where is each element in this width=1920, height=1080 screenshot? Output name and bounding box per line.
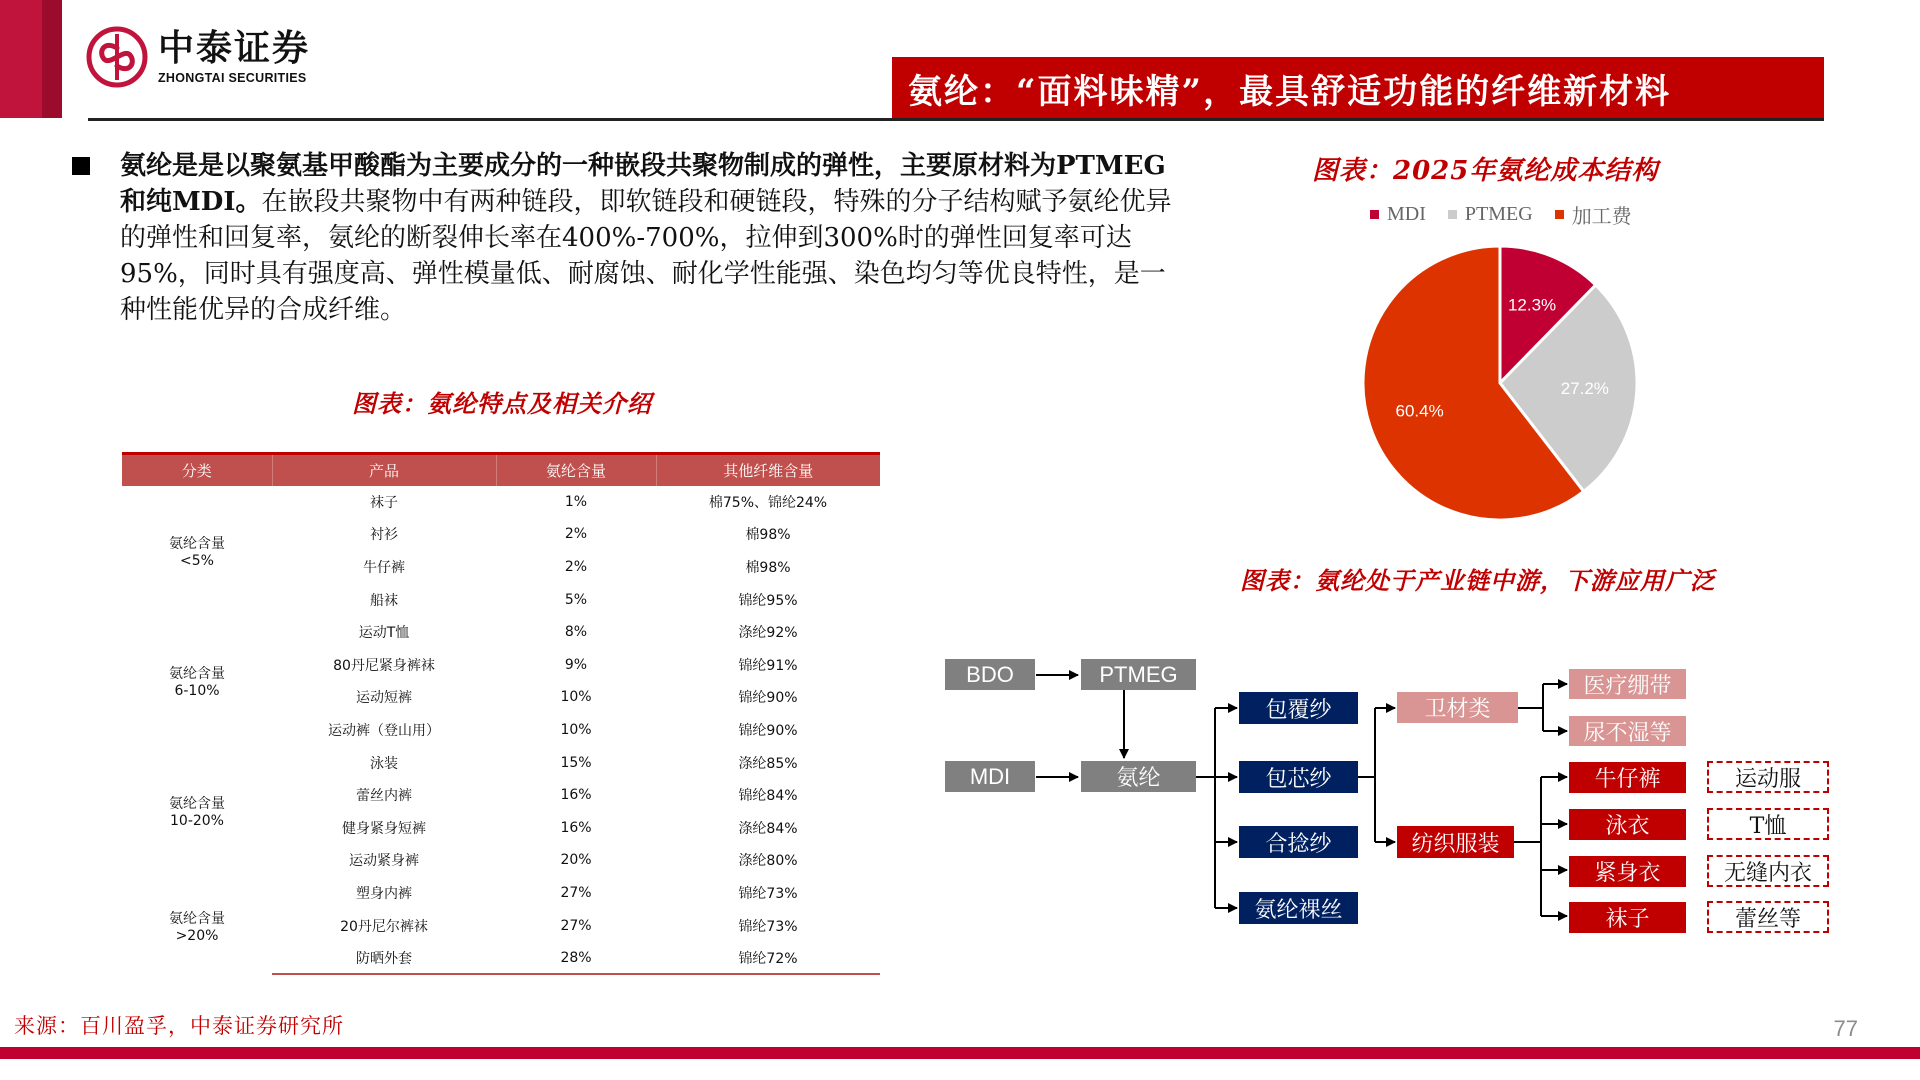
node-tshirt: T恤 — [1707, 808, 1829, 840]
legend-item-processing — [1555, 200, 1632, 229]
pie-chart-title: 图表：2025年氨纶成本结构 — [1312, 156, 1659, 186]
intro-body-text: 在嵌段共聚物中有两种链段，即软链段和硬链段，特殊的分子结构赋予氨纶优异的弹性和回复率，氨纶的断裂伸长率在400%-700%，拉伸到300%时的弹性回复率可达95%，同时具有强度高、弹性模量低、耐腐蚀、耐化学性能强、染色均匀等优良特性，是一种性能优异的合成纤维。 — [120, 187, 1172, 325]
intro-bold-text: 氨纶是是以聚氨基甲酸酯为主要成分的一种嵌段共聚物制成的弹性，主要原材料为PTMEG和纯MDI。 — [120, 151, 1166, 217]
node-plied-yarn: 合捻纱 — [1239, 826, 1358, 858]
product-cell: 运动紧身裤 — [349, 853, 419, 870]
table-row — [122, 877, 880, 910]
page-title: 氨纶：“面料味精”，最具舒适功能的纤维新材料 — [892, 57, 1824, 119]
other-fiber-cell: 锦纶84% — [738, 788, 798, 805]
product-cell: 袜子 — [370, 494, 398, 511]
node-seamless-underwear: 无缝内衣 — [1707, 855, 1829, 887]
spandex-cell: 27% — [560, 884, 592, 901]
header-product: 产品 — [272, 454, 496, 486]
node-sportswear: 运动服 — [1707, 761, 1829, 793]
category-label: 氨纶含量 — [169, 796, 225, 813]
other-fiber-cell: 涤纶85% — [738, 755, 798, 772]
node-mdi: MDI — [945, 761, 1035, 792]
spandex-cell: 5% — [564, 591, 588, 608]
node-core-spun-yarn: 包芯纱 — [1239, 761, 1358, 793]
spandex-cell: 1% — [564, 493, 588, 510]
other-fiber-cell: 锦纶72% — [656, 942, 880, 975]
category-cell — [122, 746, 272, 876]
product-cell: 健身紧身短裤 — [342, 820, 426, 837]
pie-legend — [1370, 200, 1632, 229]
node-tights: 紧身衣 — [1569, 856, 1686, 887]
zhongtai-logo-icon — [86, 26, 148, 88]
spandex-cell: 8% — [564, 624, 588, 641]
node-textile-apparel: 纺织服装 — [1397, 826, 1514, 858]
other-fiber-cell: 棉75%、锦纶24% — [708, 494, 828, 511]
node-socks: 袜子 — [1569, 902, 1686, 933]
category-label: 氨纶含量 — [169, 666, 225, 683]
logo-name-en: ZHONGTAI SECURITIES — [158, 71, 307, 85]
node-bdo: BDO — [945, 659, 1035, 690]
table-row — [122, 616, 880, 649]
node-covered-yarn: 包覆纱 — [1239, 692, 1358, 724]
other-fiber-cell: 锦纶95% — [738, 592, 798, 609]
pie-slice-label: 12.3% — [1507, 295, 1557, 315]
category-cell — [122, 877, 272, 975]
product-cell: 泳装 — [370, 755, 398, 772]
spandex-cell: 16% — [560, 819, 592, 836]
spandex-cell: 10% — [560, 721, 592, 738]
category-label: 氨纶含量 — [169, 910, 225, 927]
other-fiber-cell: 锦纶73% — [738, 885, 798, 902]
spandex-cell: 2% — [564, 526, 588, 543]
product-cell: 衬衫 — [370, 527, 398, 544]
spandex-cell: 2% — [564, 558, 588, 575]
spandex-cell: 20% — [560, 852, 592, 869]
logo-name-cn: 中泰证券 — [158, 28, 311, 69]
other-fiber-cell: 锦纶90% — [738, 690, 798, 707]
category-label: 氨纶含量 — [169, 535, 225, 552]
legend-label: MDI — [1387, 203, 1426, 225]
table-row — [122, 486, 880, 519]
legend-swatch-icon — [1448, 210, 1457, 219]
node-swimwear: 泳衣 — [1569, 809, 1686, 840]
category-range: <5% — [180, 552, 214, 569]
other-fiber-cell: 涤纶80% — [738, 853, 798, 870]
other-fiber-cell: 棉98% — [745, 527, 791, 544]
pie-slice-label: 60.4% — [1395, 401, 1444, 421]
legend-swatch-icon — [1555, 210, 1564, 219]
product-cell: 运动裤（登山用） — [328, 722, 440, 739]
category-cell — [122, 616, 272, 746]
other-fiber-cell: 锦纶90% — [738, 722, 798, 739]
pie-slice-label: 27.2% — [1560, 378, 1609, 398]
category-range: 10-20% — [170, 813, 224, 830]
node-diapers: 尿不湿等 — [1569, 716, 1686, 746]
node-spandex: 氨纶 — [1081, 761, 1196, 792]
intro-paragraph — [120, 148, 1172, 328]
header-divider — [88, 118, 1824, 121]
other-fiber-cell: 锦纶73% — [738, 918, 798, 935]
product-cell: 防晒外套 — [272, 942, 496, 975]
product-cell: 运动短裤 — [356, 690, 412, 707]
legend-item-ptmeg — [1448, 200, 1533, 229]
node-bare-yarn: 氨纶裸丝 — [1239, 892, 1358, 924]
node-hygiene: 卫材类 — [1397, 692, 1518, 723]
header-spandex-content: 氨纶含量 — [496, 454, 656, 486]
other-fiber-cell: 锦纶91% — [738, 657, 798, 674]
legend-label: 加工费 — [1571, 206, 1632, 228]
category-cell — [122, 486, 272, 616]
product-cell: 20丹尼尔裤袜 — [340, 918, 428, 935]
header-other-fiber: 其他纤维含量 — [656, 454, 880, 486]
brand-bar-inner — [42, 0, 62, 118]
node-medical-bandage: 医疗绷带 — [1569, 669, 1686, 699]
table-header-row — [122, 454, 880, 486]
header-category: 分类 — [181, 461, 212, 480]
product-cell: 船袜 — [370, 592, 398, 609]
node-ptmeg: PTMEG — [1081, 659, 1196, 690]
other-fiber-cell: 涤纶84% — [738, 820, 798, 837]
cost-structure-pie-chart — [1340, 230, 1660, 540]
spandex-cell: 28% — [496, 942, 656, 975]
spandex-cell: 15% — [560, 754, 592, 771]
table-title: 图表：氨纶特点及相关介绍 — [352, 389, 652, 418]
brand-bar-left — [0, 0, 42, 118]
company-logo — [86, 26, 310, 88]
spandex-cell: 27% — [560, 917, 592, 934]
table-row — [122, 746, 880, 779]
product-cell: 塑身内裤 — [356, 885, 412, 902]
category-range: >20% — [175, 927, 219, 944]
spandex-cell: 9% — [564, 656, 588, 673]
node-lace: 蕾丝等 — [1707, 901, 1829, 933]
legend-label: PTMEG — [1464, 203, 1533, 225]
other-fiber-cell: 棉98% — [745, 559, 791, 576]
product-cell: 80丹尼紧身裤袜 — [333, 657, 435, 674]
page-number: 77 — [1833, 1016, 1858, 1041]
flow-chart-title: 图表：氨纶处于产业链中游，下游应用广泛 — [1240, 566, 1715, 595]
other-fiber-cell: 涤纶92% — [738, 625, 798, 642]
intro-section — [72, 148, 1172, 328]
category-range: 6-10% — [174, 683, 220, 700]
spandex-products-table — [122, 452, 880, 975]
spandex-cell: 10% — [560, 689, 592, 706]
spandex-cell: 16% — [560, 787, 592, 804]
square-bullet-icon — [72, 157, 90, 175]
product-cell: 牛仔裤 — [363, 559, 405, 576]
legend-swatch-icon — [1370, 210, 1379, 219]
footer-bar — [0, 1047, 1920, 1059]
node-jeans: 牛仔裤 — [1569, 762, 1686, 793]
product-cell: 运动T恤 — [358, 625, 410, 642]
source-note: 来源：百川盈孚，中泰证券研究所 — [14, 1014, 344, 1038]
legend-item-mdi — [1370, 200, 1426, 229]
product-cell: 蕾丝内裤 — [356, 788, 412, 805]
